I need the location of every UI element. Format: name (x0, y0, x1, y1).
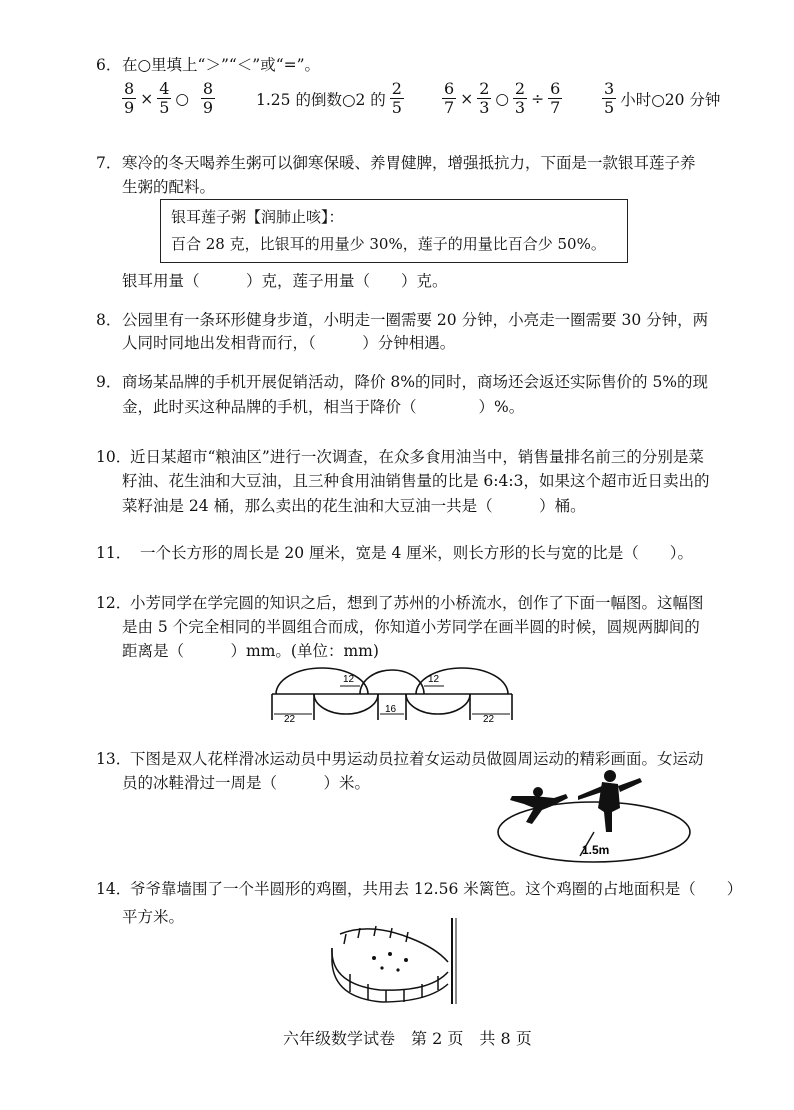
q8-line2[interactable]: 人同时同地出发相背而行，（ ）分钟相遇。 (122, 334, 456, 352)
male-skater-icon (578, 770, 642, 832)
fraction: $\frac{2}{3}$ (479, 79, 490, 117)
dim-label-bottom-left: 22 (284, 714, 296, 724)
dim-label-bottom-mid: 16 (385, 704, 397, 715)
q14-line1[interactable]: 爷爷靠墙围了一个半圆形的鸡圈，共用去 12.56 米篱笆。这个鸡圈的占地面积是（ ） (130, 880, 743, 898)
fraction: $\frac{3}{5}$ (604, 79, 615, 117)
q12-number: 12． (96, 594, 132, 612)
q10-line1: 近日某超市“粮油区”进行一次调查，在众多食用油当中，销售量排名前三的分别是菜 (130, 448, 704, 466)
q9-line1: 商场某品牌的手机开展促销活动，降价 8%的同时，商场还会返还实际售价的 5%的现 (122, 373, 709, 391)
q12-line2: 是由 5 个完全相同的半圆组合而成，你知道小芳同学在画半圆的时候，圆规两脚间的 (122, 618, 700, 636)
fraction: $\frac{2}{5}$ (391, 79, 402, 117)
semicircle-bridge-figure (268, 664, 518, 724)
dim-label-top-right: 12 (428, 674, 440, 685)
chicken-coop-figure (310, 914, 470, 1006)
q6-item3: $\frac{6}{7}$ × $\frac{2}{3}$ ○ $\frac{2}{3}$ ÷ $\frac{6}{7}$ (444, 79, 561, 117)
dim-label-top-left: 12 (343, 674, 355, 685)
q6-item2: 1.25 的倒数○2 的 $\frac{2}{5}$ (256, 79, 402, 117)
q13-line1: 下图是双人花样滑冰运动员中男运动员拉着女运动员做圆周运动的精彩画面。女运动 (130, 750, 704, 768)
q9-number: 9． (96, 373, 122, 391)
compare-circle[interactable]: ○ (175, 89, 189, 108)
q8-line1: 公园里有一条环形健身步道，小明走一圈需要 20 分钟，小亮走一圈需要 30 分钟，两 (122, 311, 709, 329)
dim-label-bottom-right: 22 (483, 714, 495, 724)
fraction: $\frac{4}{5}$ (159, 79, 170, 117)
q8-number: 8． (96, 311, 122, 329)
recipe-box (160, 199, 628, 263)
fraction: $\frac{8}{9}$ (202, 79, 214, 117)
q6-item1: $\frac{8}{9}$ × $\frac{4}{5}$ ○ $\frac{8}{9}$ (124, 79, 214, 117)
q13-line2[interactable]: 员的冰鞋滑过一周是（ ）米。 (122, 774, 371, 792)
q12-line3[interactable]: 距离是（ ）mm。(单位：mm) (122, 642, 379, 660)
q10-number: 10． (96, 448, 132, 466)
fraction: $\frac{6}{7}$ (444, 79, 455, 117)
q7-number: 7． (96, 154, 122, 172)
female-skater-icon (510, 787, 568, 824)
q9-line2[interactable]: 金，此时买这种品牌的手机，相当于降价（ ）%。 (122, 398, 525, 416)
fraction: $\frac{8}{9}$ (124, 79, 135, 117)
fraction: $\frac{2}{3}$ (514, 79, 526, 117)
radius-label: 1.5m (582, 843, 610, 857)
recipe-title: 银耳莲子粥【润肺止咳】： (171, 208, 344, 226)
q11-number: 11． (96, 544, 132, 562)
q10-line2: 籽油、花生油和大豆油，且三种食用油销售量的比是 6:4:3，如果这个超市近日卖出的 (122, 472, 710, 490)
compare-circle[interactable]: ○ (495, 89, 509, 108)
page-footer: 六年级数学试卷 第 2 页 共 8 页 (283, 1029, 532, 1048)
q7-line2: 生粥的配料。 (122, 178, 216, 196)
figure-skating-figure (494, 768, 694, 864)
q11-line1[interactable]: 一个长方形的周长是 20 厘米，宽是 4 厘米，则长方形的长与宽的比是（ ）。 (140, 544, 694, 562)
q7-answer[interactable]: 银耳用量（ ）克，莲子用量（ ）克。 (122, 272, 448, 290)
q6-item4: $\frac{3}{5}$ 小时○20 分钟 (604, 79, 721, 117)
q12-line1: 小芳同学在学完圆的知识之后，想到了苏州的小桥流水，创作了下面一幅图。这幅图 (130, 594, 704, 612)
q14-number: 14． (96, 880, 132, 898)
q7-line1: 寒冷的冬天喝养生粥可以御寒保暖、养胃健脾，增强抵抗力，下面是一款银耳莲子养 (122, 154, 696, 172)
q6-number: 6． (96, 56, 122, 74)
q13-number: 13． (96, 750, 132, 768)
fraction: $\frac{6}{7}$ (550, 79, 561, 117)
q10-line3[interactable]: 菜籽油是 24 桶，那么卖出的花生油和大豆油一共是（ ）桶。 (122, 497, 586, 515)
q14-line2: 平方米。 (122, 908, 185, 926)
q6-text: 在○里填上“＞”“＜”或“=”。 (122, 56, 321, 74)
fence-icon (332, 926, 448, 1002)
recipe-content: 百合 28 克，比银耳的用量少 30%，莲子的用量比百合少 50%。 (171, 235, 606, 253)
